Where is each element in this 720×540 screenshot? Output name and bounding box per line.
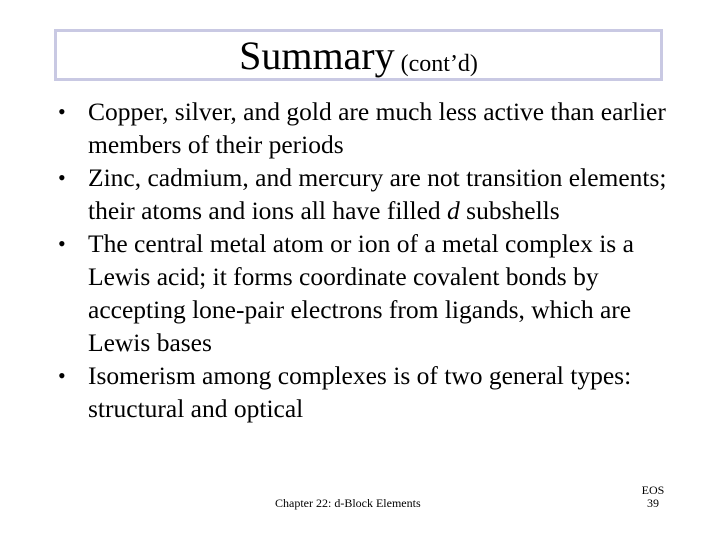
footer-label: EOS [641, 483, 665, 497]
bullet-text: Zinc, cadmium, and mercury are not transition elements; their atoms and ions all have filled [88, 163, 667, 225]
bullet-item-zinc [58, 161, 668, 227]
bullet-marker: • [58, 99, 66, 124]
bullet-marker: • [58, 363, 66, 388]
slide-title-suffix: (cont’d) [400, 51, 478, 77]
bullet-text: subshells [459, 196, 560, 225]
title-box [54, 29, 663, 81]
bullet-text-italic: d [447, 196, 460, 225]
bullet-item-isomerism [58, 359, 668, 425]
bullet-item-metal-complex [58, 227, 668, 359]
bullet-marker: • [58, 165, 66, 190]
bullet-text: The central metal atom or ion of a metal complex is a Lewis acid; it forms coordinate covalent bonds by accepting lone-pair electrons from ligands, which are Lewis bases [88, 229, 634, 357]
slide-title: Summary [239, 33, 395, 78]
page-number: 39 [647, 496, 659, 510]
bullet-item-copper [58, 95, 668, 161]
bullet-marker: • [58, 231, 66, 256]
bullet-text: Copper, silver, and gold are much less active than earlier members of their periods [88, 97, 666, 159]
bullet-text: Isomerism among complexes is of two general types: structural and optical [88, 361, 632, 423]
footer-chapter: Chapter 22: d-Block Elements [275, 496, 421, 510]
footer-page-info [638, 484, 668, 510]
bullet-list [58, 95, 668, 425]
